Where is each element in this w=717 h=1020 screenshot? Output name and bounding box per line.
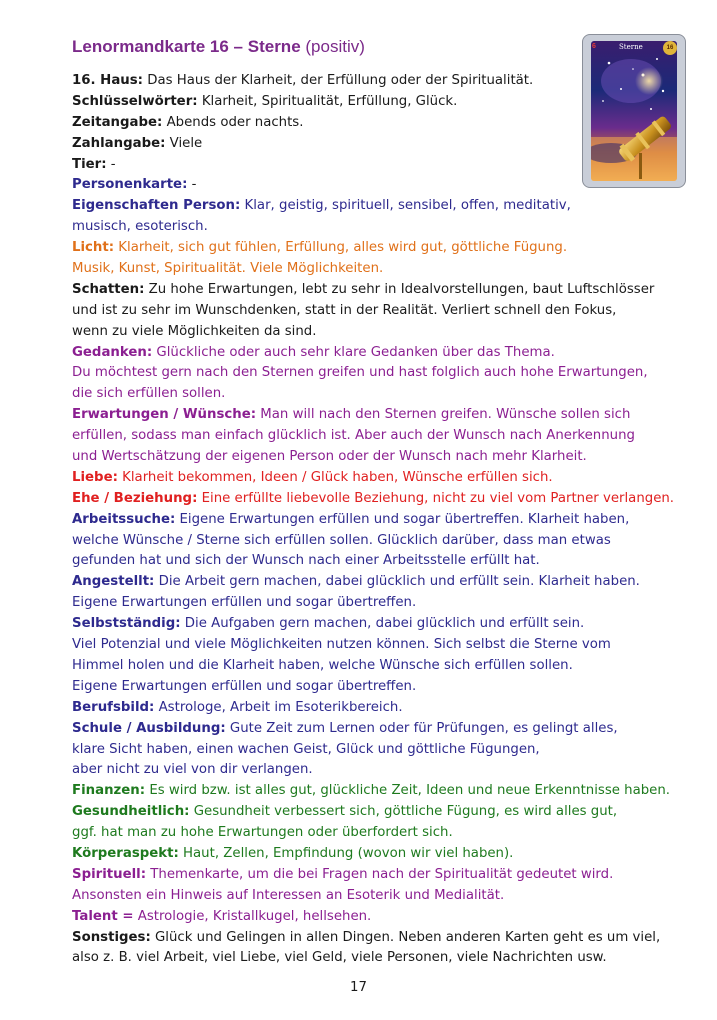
text-line [72, 405, 702, 426]
field-value: aber nicht zu viel von dir verlangen. [72, 762, 313, 778]
field-value: Du möchtest gern nach den Sternen greifen und hast folglich auch hohe Erwartungen, [72, 365, 648, 381]
text-line [72, 259, 702, 280]
text-line [72, 531, 702, 552]
text-line [72, 280, 702, 301]
text-line [72, 781, 702, 802]
field-label: Personenkarte: [72, 177, 188, 193]
text-line [72, 113, 702, 134]
field-value: Astrologie, Kristallkugel, hellsehen. [133, 908, 372, 924]
field-value: Eigene Erwartungen erfüllen und sogar übertreffen. [72, 678, 417, 694]
text-line [72, 238, 702, 259]
text-line [72, 196, 702, 217]
field-label: Zeitangabe: [72, 114, 163, 130]
field-value: ggf. hat man zu hohe Erwartungen oder überfordert sich. [72, 825, 453, 841]
field-label: Schule / Ausbildung: [72, 720, 226, 736]
field-value: Eine erfüllte liebevolle Beziehung, nicht zu viel vom Partner verlangen. [197, 490, 675, 506]
text-line [72, 489, 702, 510]
field-value: Glück und Gelingen in allen Dingen. Neben anderen Karten geht es um viel, [150, 929, 661, 945]
field-label: Arbeitssuche: [72, 511, 176, 527]
text-line [72, 322, 702, 343]
field-value: Gesundheit verbessert sich, göttliche Fügung, es wird alles gut, [189, 804, 618, 820]
text-line [72, 719, 702, 740]
text-line [72, 551, 702, 572]
text-line [72, 175, 702, 196]
text-line [72, 928, 702, 949]
text-line [72, 740, 702, 761]
text-line [72, 301, 702, 322]
field-value: Das Haus der Klarheit, der Erfüllung oder der Spiritualität. [142, 73, 534, 88]
field-value: Himmel holen und die Klarheit haben, welche Wünsche sich erfüllen sollen. [72, 657, 573, 673]
field-value: und ist zu sehr im Wunschdenken, statt in der Realität. Verliert schnell den Fokus, [72, 302, 617, 318]
text-line [72, 886, 702, 907]
field-value: klare Sicht haben, einen wachen Geist, Glück und göttliche Fügungen, [72, 741, 540, 757]
text-line [72, 760, 702, 781]
text-line [72, 363, 702, 384]
field-label: Sonstiges: [72, 929, 151, 945]
field-value: Eigene Erwartungen erfüllen und sogar übertreffen. Klarheit haben, [175, 511, 630, 527]
text-line [72, 155, 702, 176]
field-value: Glückliche oder auch sehr klare Gedanken über das Thema. [152, 344, 555, 360]
field-value: Die Arbeit gern machen, dabei glücklich und erfüllt sein. Klarheit haben. [154, 574, 640, 590]
text-line [72, 823, 702, 844]
text-line [72, 71, 702, 92]
field-value: Man will nach den Sternen greifen. Wünsche sollen sich [256, 407, 631, 423]
text-line [72, 384, 702, 405]
text-line [72, 217, 702, 238]
text-line [72, 802, 702, 823]
text-line [72, 447, 702, 468]
field-value: gefunden hat und sich der Wunsch nach einer Arbeitsstelle erfüllt hat. [72, 553, 540, 569]
field-value: Zu hohe Erwartungen, lebt zu sehr in Idealvorstellungen, baut Luftschlösser [144, 281, 655, 297]
field-value: - [187, 177, 197, 193]
text-line [72, 510, 702, 531]
text-line [72, 844, 702, 865]
title-bold: Lenormandkarte 16 – Sterne [72, 37, 301, 56]
text-line [72, 907, 702, 928]
field-label: Liebe: [72, 469, 118, 485]
field-value: Die Aufgaben gern machen, dabei glücklich und erfüllt sein. [180, 616, 585, 632]
field-value: Haut, Zellen, Empfindung (wovon wir viel haben). [178, 845, 514, 861]
field-label: Schlüsselwörter: [72, 93, 198, 109]
text-line [72, 343, 702, 364]
field-value: musisch, esoterisch. [72, 219, 208, 235]
text-line [72, 572, 702, 593]
text-line [72, 656, 702, 677]
field-label: Berufsbild: [72, 699, 155, 715]
field-value: wenn zu viele Möglichkeiten da sind. [72, 323, 317, 339]
field-value: also z. B. viel Arbeit, viel Liebe, viel Geld, viele Personen, viele Nachrichten usw. [72, 950, 607, 966]
field-value: die sich erfüllen sollen. [72, 386, 226, 402]
field-value: Viel Potenzial und viele Möglichkeiten nutzen können. Sich selbst die Sterne vom [72, 637, 611, 653]
text-line [72, 426, 702, 447]
field-label: Angestellt: [72, 574, 155, 590]
field-label: Eigenschaften Person: [72, 198, 241, 214]
page-title [72, 37, 365, 57]
text-line [72, 92, 702, 113]
text-line [72, 677, 702, 698]
field-label: Gedanken: [72, 344, 153, 360]
field-label: Selbstständig: [72, 616, 181, 632]
field-value: Eigene Erwartungen erfüllen und sogar übertreffen. [72, 595, 417, 611]
text-line [72, 948, 702, 969]
text-line [72, 593, 702, 614]
field-label: Schatten: [72, 281, 145, 297]
field-value: Klarheit, sich gut fühlen, Erfüllung, alles wird gut, göttliche Fügung. [114, 240, 568, 256]
field-label: Erwartungen / Wünsche: [72, 407, 257, 423]
field-value: Klarheit, Spiritualität, Erfüllung, Glück. [197, 93, 458, 109]
field-label: Spirituell: [72, 866, 147, 882]
field-value: Musik, Kunst, Spiritualität. Viele Möglichkeiten. [72, 261, 384, 277]
field-value: Astrologe, Arbeit im Esoterikbereich. [154, 699, 403, 715]
text-line [72, 614, 702, 635]
text-line [72, 134, 702, 155]
field-label: Tier: [72, 156, 107, 172]
card-name: Sterne [619, 43, 643, 51]
field-label: Gesundheitlich: [72, 804, 190, 820]
card-description [72, 71, 702, 969]
field-value: Ansonsten ein Hinweis auf Interessen an Esoterik und Medialität. [72, 887, 505, 903]
text-line [72, 865, 702, 886]
text-line [72, 698, 702, 719]
field-value: Abends oder nachts. [162, 114, 304, 130]
text-line [72, 635, 702, 656]
field-value: Es wird bzw. ist alles gut, glückliche Zeit, Ideen und neue Erkenntnisse haben. [145, 783, 671, 799]
field-value: erfüllen, sodass man einfach glücklich ist. Aber auch der Wunsch nach Anerkennung [72, 428, 635, 444]
field-value: Themenkarte, um die bei Fragen nach der Spiritualität gedeutet wird. [146, 866, 614, 882]
field-label: Talent = [72, 908, 134, 924]
field-value: und Wertschätzung der eigenen Person oder der Wunsch nach mehr Klarheit. [72, 449, 587, 465]
card-number-badge: 16 [663, 41, 677, 55]
card-number: 6 [592, 43, 596, 50]
field-value: Gute Zeit zum Lernen oder für Prüfungen, es gelingt alles, [225, 720, 618, 736]
title-suffix: (positiv) [300, 37, 365, 56]
field-label: Finanzen: [72, 783, 146, 799]
field-value: - [106, 156, 116, 172]
field-label: Zahlangabe: [72, 135, 166, 151]
field-value: welche Wünsche / Sterne sich erfüllen sollen. Glücklich darüber, dass man etwas [72, 532, 611, 548]
text-line [72, 468, 702, 489]
field-value: Klar, geistig, spirituell, sensibel, offen, meditativ, [240, 198, 571, 214]
page-number: 17 [350, 980, 367, 995]
field-label: Licht: [72, 240, 115, 256]
field-label: Körperaspekt: [72, 845, 179, 861]
field-label: 16. Haus: [72, 73, 143, 88]
field-value: Klarheit bekommen, Ideen / Glück haben, Wünsche erfüllen sich. [117, 469, 553, 485]
field-value: Viele [165, 135, 203, 151]
field-label: Ehe / Beziehung: [72, 490, 198, 506]
